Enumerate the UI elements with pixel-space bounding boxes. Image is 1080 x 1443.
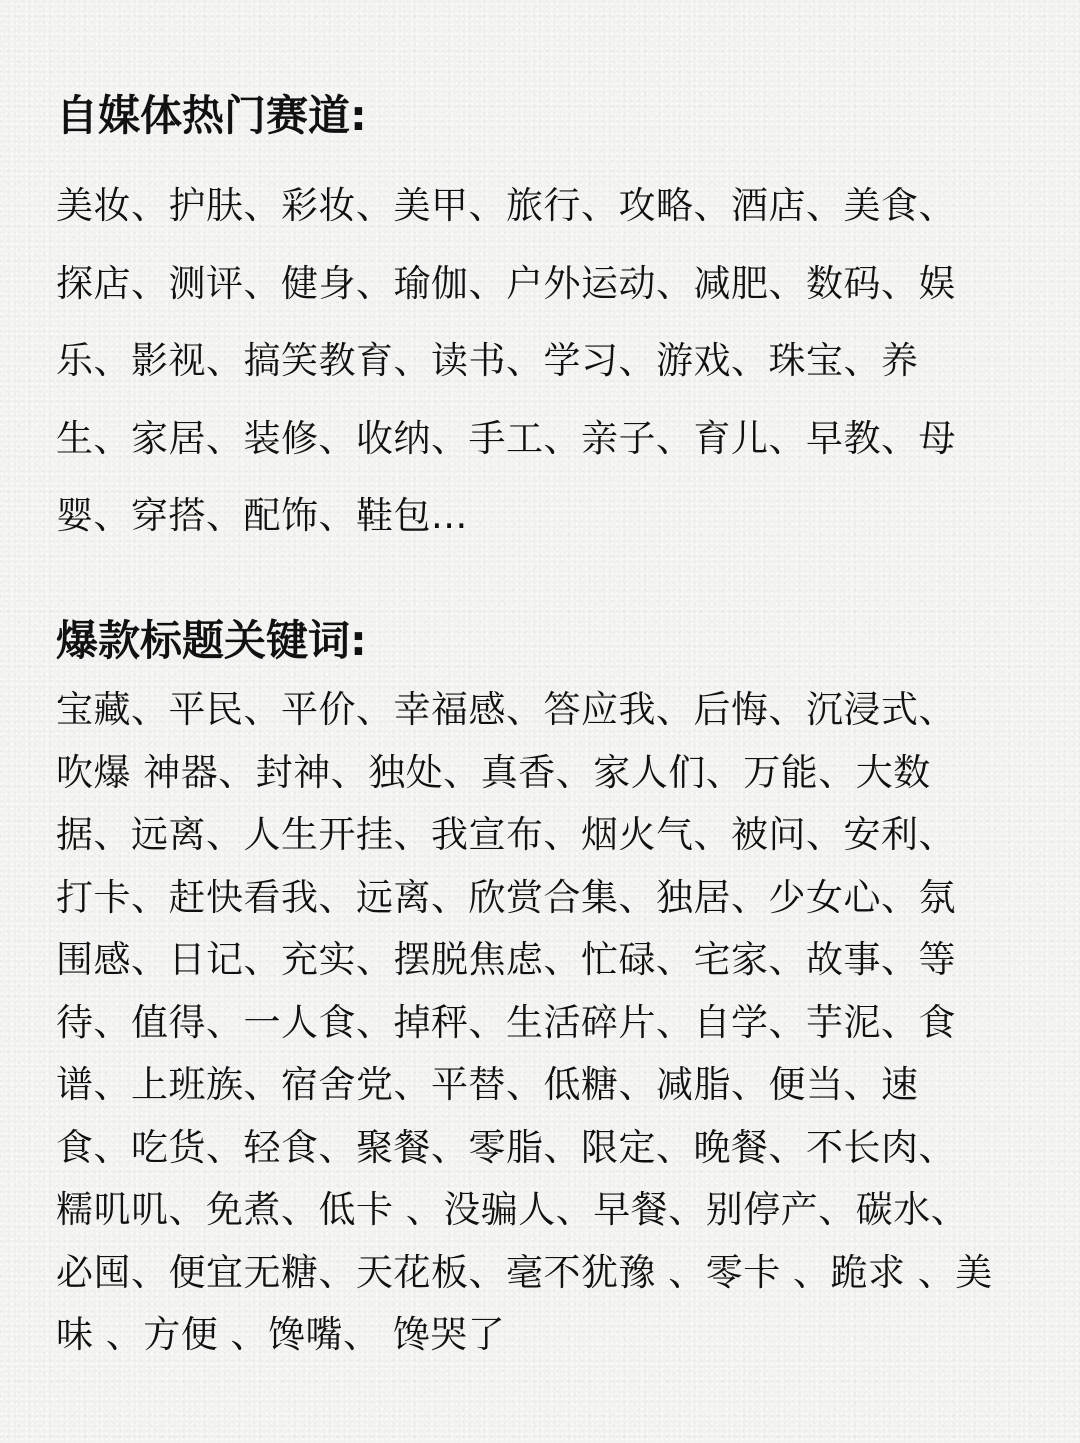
text-line: 宝藏、平民、平价、幸福感、答应我、后悔、沉浸式、 xyxy=(56,688,956,731)
text-line: 据、远离、人生开挂、我宣布、烟火气、被问、安利、 xyxy=(56,813,956,856)
text-line: 谱、上班族、宿舍党、平替、低糖、减脂、便当、速 xyxy=(56,1063,919,1106)
text-line: 食、吃货、轻食、聚餐、零脂、限定、晚餐、不长肉、 xyxy=(56,1125,956,1169)
text-line: 婴、穿搭、配饰、鞋包... xyxy=(56,494,468,537)
text-line: 乐、影视、搞笑教育、读书、学习、游戏、珠宝、养 xyxy=(56,339,919,382)
text-line: 打卡、赶快看我、远离、欣赏合集、独居、少女心、氛 xyxy=(56,875,956,919)
section-heading-hot-tracks: 自媒体热门赛道: xyxy=(56,91,367,140)
text-line: 生、家居、装修、收纳、手工、亲子、育儿、早教、母 xyxy=(56,416,956,460)
title-keywords-text xyxy=(56,679,993,1367)
hot-tracks-text xyxy=(56,167,956,555)
text-line: 待、值得、一人食、掉秤、生活碎片、自学、芋泥、食 xyxy=(56,1000,956,1044)
text-line: 糯叽叽、免煮、低卡 、没骗人、早餐、别停产、碳水、 xyxy=(56,1188,969,1231)
text-line: 味 、方便 、馋嘴、 馋哭了 xyxy=(56,1313,506,1356)
section-heading-title-keywords: 爆款标题关键词: xyxy=(56,616,367,665)
text-line: 探店、测评、健身、瑜伽、户外运动、减肥、数码、娱 xyxy=(56,261,956,305)
text-line: 围感、日记、充实、摆脱焦虑、忙碌、宅家、故事、等 xyxy=(56,938,956,981)
text-line: 吹爆 神器、封神、独处、真香、家人们、万能、大数 xyxy=(56,750,931,794)
text-line: 美妆、护肤、彩妆、美甲、旅行、攻略、酒店、美食、 xyxy=(56,184,956,227)
text-line: 必囤、便宜无糖、天花板、毫不犹豫 、零卡 、跪求 、美 xyxy=(56,1250,993,1294)
